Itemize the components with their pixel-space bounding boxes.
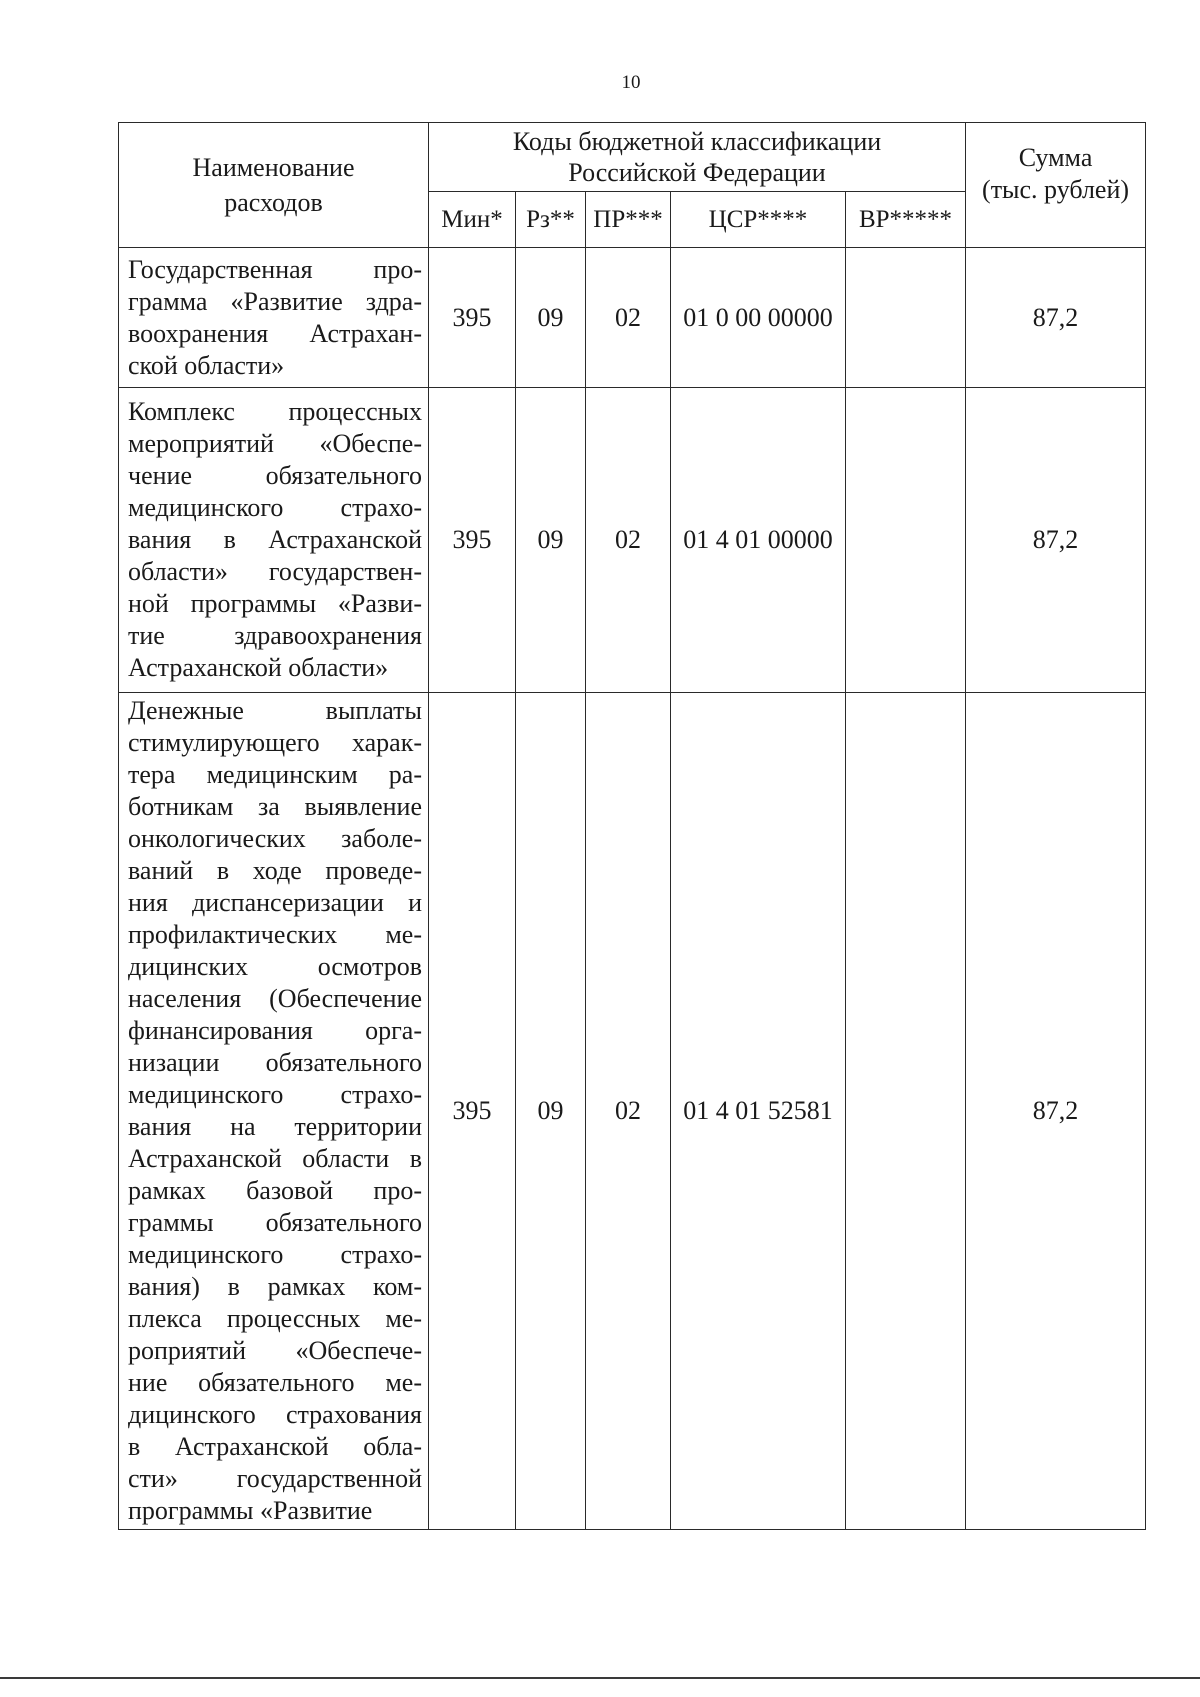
row-name-line: граммы обязательного: [128, 1208, 422, 1237]
row-name-line: профилактических ме-: [128, 920, 422, 949]
row-name-cell: [119, 693, 429, 1530]
row-name-line: чение обязательного: [128, 461, 422, 490]
row-name-line: вания на территории: [128, 1112, 422, 1141]
header-codes-cell: [429, 123, 966, 192]
row-name-line: ваний в ходе проведе-: [128, 856, 422, 885]
row-name-line: области» государствен-: [128, 557, 422, 586]
table-body: [119, 248, 1146, 1530]
row-name-line: Астраханской области в: [128, 1144, 422, 1173]
row-pr-cell: 02: [586, 693, 671, 1530]
header-col-csr: ЦСР****: [671, 192, 846, 248]
header-col-pr: ПР***: [586, 192, 671, 248]
header-name-cell: [119, 123, 429, 248]
row-name-line: программы «Развитие: [128, 1496, 373, 1525]
row-name-line: населения (Обеспечение: [128, 984, 422, 1013]
row-name-line: ботникам за выявление: [128, 792, 422, 821]
row-name-line: мероприятий «Обеспе-: [128, 429, 422, 458]
row-min-cell: 395: [429, 248, 516, 388]
row-name-line: тера медицинским ра-: [128, 760, 422, 789]
row-csr-cell: 01 0 00 00000: [671, 248, 846, 388]
row-name-line: в Астраханской обла-: [128, 1432, 422, 1461]
row-name-line: онкологических заболе-: [128, 824, 422, 853]
table-row: [119, 693, 1146, 1530]
row-name-line: воохранения Астрахан-: [128, 318, 422, 348]
page-number: 10: [621, 72, 641, 93]
row-name-cell: [119, 388, 429, 693]
row-name-line: стимулирующего харак-: [128, 728, 422, 757]
row-vr-cell: [846, 693, 966, 1530]
row-rz-cell: 09: [516, 693, 586, 1530]
row-pr-cell: 02: [586, 248, 671, 388]
row-min-cell: 395: [429, 693, 516, 1530]
row-name-line: ние обязательного ме-: [128, 1368, 422, 1397]
row-name-line: медицинского страхо-: [128, 1240, 422, 1269]
row-name-line: тие здравоохранения: [128, 621, 422, 650]
header-name-line1: Наименование: [192, 153, 355, 182]
row-name-line: грамма «Развитие здра-: [128, 286, 422, 316]
row-name-line: медицинского страхо-: [128, 1080, 422, 1109]
row-vr-cell: [846, 248, 966, 388]
row-vr-cell: [846, 388, 966, 693]
header-col-rz: Рз**: [516, 192, 586, 248]
header-sum-line2: (тыс. рублей): [982, 175, 1130, 204]
row-name-line: рамках базовой про-: [128, 1176, 422, 1205]
row-sum-cell: 87,2: [966, 388, 1146, 693]
row-name-line: ской области»: [128, 350, 285, 380]
row-rz-cell: 09: [516, 248, 586, 388]
row-name-line: вания) в рамках ком-: [128, 1272, 422, 1301]
row-name-line: роприятий «Обеспече-: [128, 1336, 422, 1365]
row-name-line: вания в Астраханской: [128, 525, 422, 554]
header-row-top: [119, 123, 1146, 192]
header-sum-cell: [966, 123, 1146, 248]
row-rz-cell: 09: [516, 388, 586, 693]
table-row: [119, 388, 1146, 693]
table-row: [119, 248, 1146, 388]
header-codes-line1: Коды бюджетной классификации: [512, 127, 882, 156]
header-sum-line1: Сумма: [1018, 143, 1093, 172]
row-name-line: Денежные выплаты: [128, 696, 422, 725]
row-csr-cell: 01 4 01 00000: [671, 388, 846, 693]
row-name-line: Астраханской области»: [128, 653, 389, 682]
row-sum-cell: 87,2: [966, 248, 1146, 388]
row-name-line: финансирования орга-: [128, 1016, 422, 1045]
row-min-cell: 395: [429, 388, 516, 693]
row-name-line: ной программы «Разви-: [128, 589, 422, 618]
row-name-line: низации обязательного: [128, 1048, 422, 1077]
row-name-cell: [119, 248, 429, 388]
row-csr-cell: 01 4 01 52581: [671, 693, 846, 1530]
row-name-line: сти» государственной: [128, 1464, 422, 1493]
row-name-line: медицинского страхо-: [128, 493, 422, 522]
header-codes-line2: Российской Федерации: [568, 158, 826, 187]
header-name-line2: расходов: [224, 188, 323, 217]
row-name-line: плекса процессных ме-: [128, 1304, 422, 1333]
row-name-line: дицинских осмотров: [128, 952, 422, 981]
footer-rule: [0, 1677, 1200, 1679]
row-name-line: дицинского страхования: [128, 1400, 422, 1429]
budget-table: [118, 122, 1146, 1530]
row-name-line: Государственная про-: [128, 254, 422, 284]
header-col-min: Мин*: [429, 192, 516, 248]
row-name-line: ния диспансеризации и: [128, 888, 422, 917]
row-pr-cell: 02: [586, 388, 671, 693]
row-name-line: Комплекс процессных: [128, 397, 422, 426]
header-col-vr: ВР*****: [846, 192, 966, 248]
row-sum-cell: 87,2: [966, 693, 1146, 1530]
